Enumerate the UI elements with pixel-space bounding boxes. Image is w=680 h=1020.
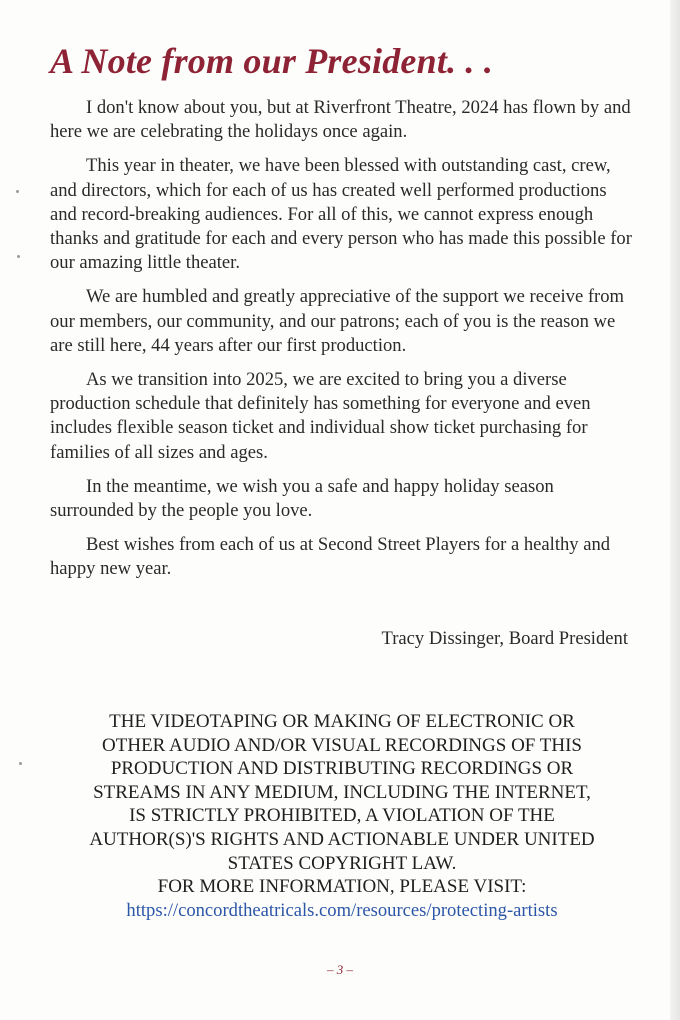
letter-paragraph: This year in theater, we have been blessed with outstanding cast, crew, and directors, which for each of us has created well performed productions and record-breaking audiences. For all of this, we cannot express enough thanks and gratitude for each and every person who has made this possible for our amazing little theater. [50,155,632,274]
letter-paragraph: In the meantime, we wish you a safe and happy holiday season surrounded by the people you love. [50,475,554,522]
letter-signature: Tracy Dissinger, Board President [381,628,628,649]
page-number: – 3 – [327,962,353,977]
page-edge-shadow [670,0,680,1020]
copyright-notice [40,710,644,922]
protecting-artists-link[interactable]: https://concordtheatricals.com/resources/protecting-artists [126,899,558,921]
letter-paragraph: As we transition into 2025, we are excited to bring you a diverse production schedule that definitely has something for everyone and even includes flexible season ticket and individual show ticket purchasing for families of all sizes and ages. [50,369,591,463]
notice-line: STREAMS IN ANY MEDIUM, INCLUDING THE INTERNET, [93,781,591,803]
notice-line: PRODUCTION AND DISTRIBUTING RECORDINGS OR [110,758,574,780]
letter-paragraph: Best wishes from each of us at Second Street Players for a healthy and happy new year. [50,534,611,580]
scan-speck [17,255,20,258]
scan-speck [16,190,19,193]
notice-line: STATES COPYRIGHT LAW. [227,852,457,874]
notice-line: IS STRICTLY PROHIBITED, A VIOLATION OF THE [129,805,555,827]
letter-paragraph: I don't know about you, but at Riverfront Theatre, 2024 has flown by and here we are celebrating the holidays once again. [50,97,631,143]
scan-speck [19,762,22,765]
president-letter [50,96,632,592]
notice-line: AUTHOR(S)'S RIGHTS AND ACTIONABLE UNDER UNITED [89,828,595,850]
notice-line: OTHER AUDIO AND/OR VISUAL RECORDINGS OF THIS [102,734,582,756]
letter-paragraph: We are humbled and greatly appreciative of the support we receive from our members, our community, and our patrons; each of you is the reason we are still here, 44 years after our first production. [50,286,625,356]
page-title: A Note from our President. . . [50,41,494,81]
notice-line: THE VIDEOTAPING OR MAKING OF ELECTRONIC OR [109,711,575,732]
notice-line: FOR MORE INFORMATION, PLEASE VISIT: [157,876,527,898]
